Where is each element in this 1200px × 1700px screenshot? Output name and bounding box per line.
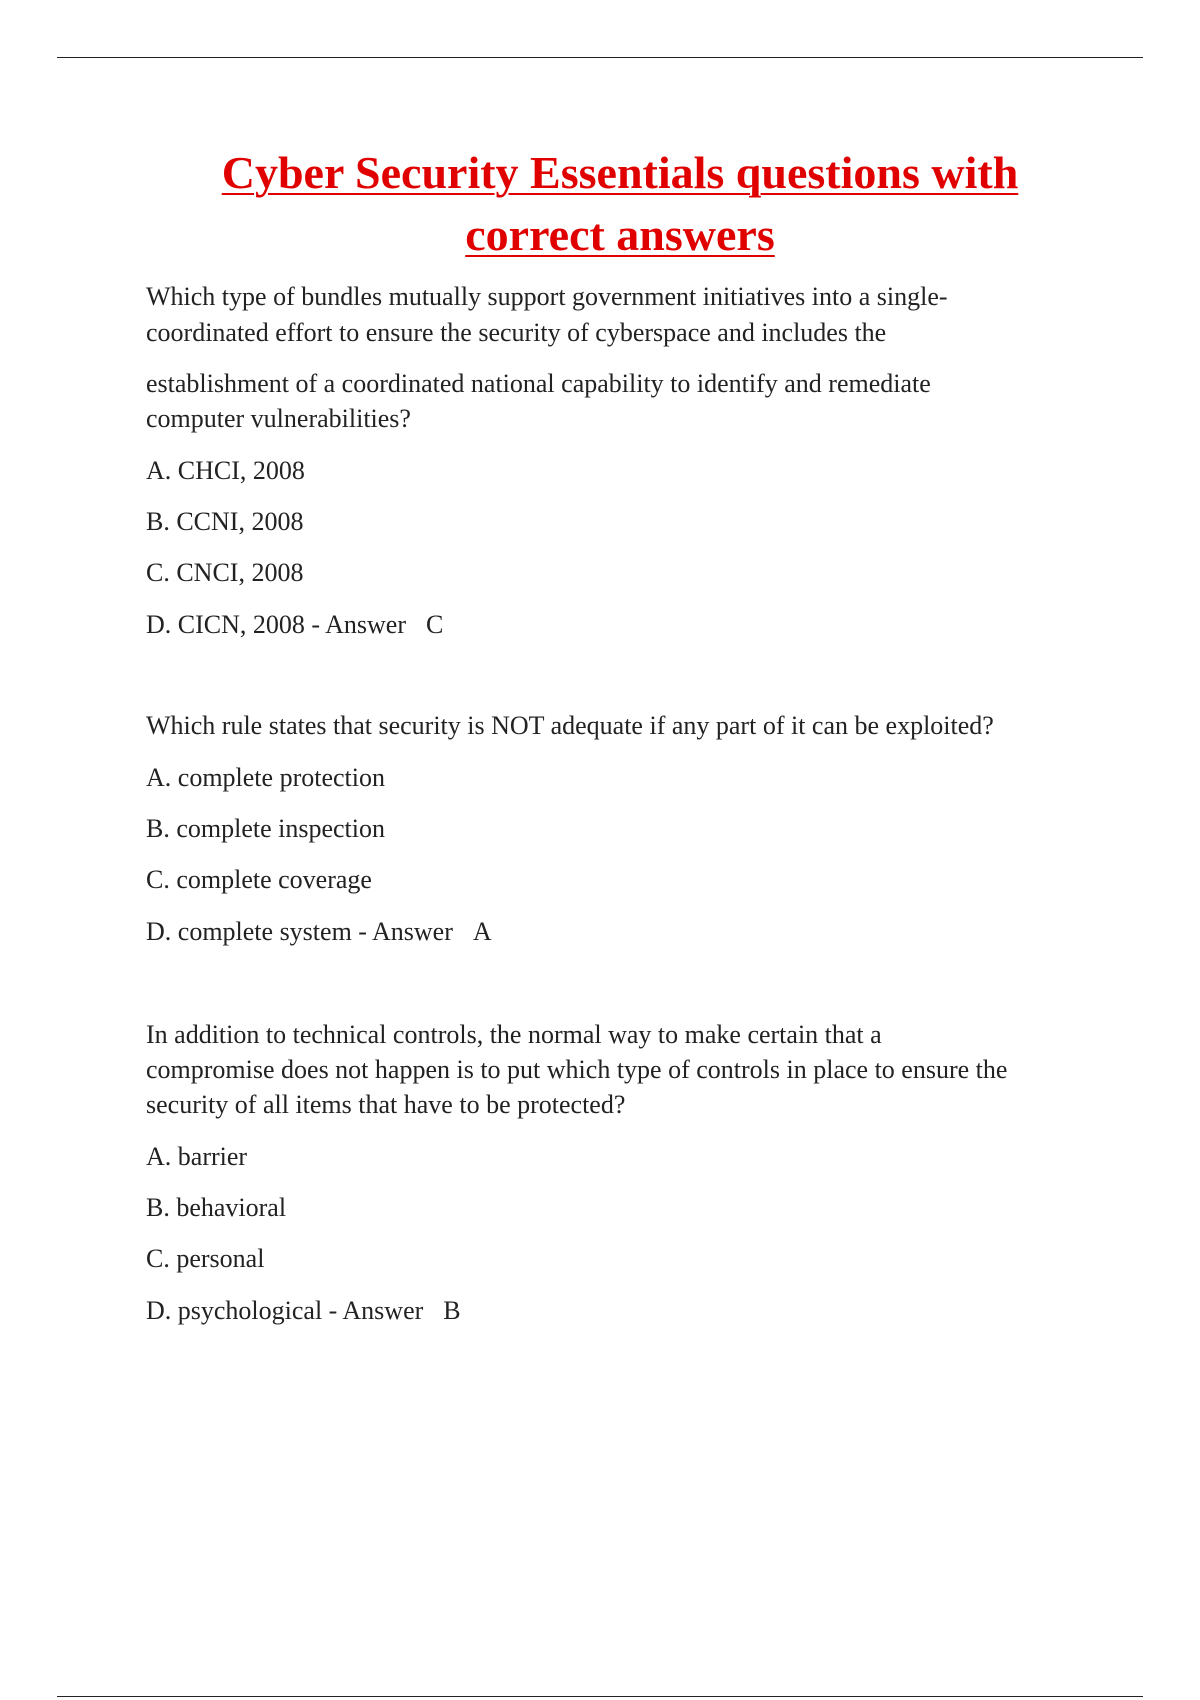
option-d-text: D. psychological - Answer: [146, 1296, 424, 1325]
top-rule: [57, 57, 1143, 58]
question-stem-line: coordinated effort to ensure the security of cyberspace and includes the: [146, 318, 887, 347]
answer-option-a: A. barrier: [146, 1142, 248, 1171]
answer-option-b: B. behavioral: [146, 1193, 287, 1222]
title-line-1: Cyber Security Essentials questions with: [221, 147, 1019, 198]
answer-option-d: [146, 917, 492, 947]
question-stem-line: Which type of bundles mutually support government initiatives into a single-: [146, 282, 948, 311]
answer-option-a: A. complete protection: [146, 763, 385, 792]
title-line-2: correct answers: [465, 209, 775, 260]
answer-option-c: C. CNCI, 2008: [146, 558, 304, 587]
question-stem-line: Which rule states that security is NOT adequate if any part of it can be exploited?: [146, 711, 994, 740]
option-d-text: D. CICN, 2008 - Answer: [146, 610, 406, 639]
answer-option-d: [146, 1296, 461, 1326]
answer-option-c: C. personal: [146, 1244, 265, 1273]
correct-answer: C: [426, 610, 444, 639]
question-stem-line: computer vulnerabilities?: [146, 404, 411, 433]
question-stem-line: compromise does not happen is to put which type of controls in place to ensure the: [146, 1055, 1008, 1084]
answer-option-c: C. complete coverage: [146, 865, 372, 894]
answer-option-b: B. CCNI, 2008: [146, 507, 304, 536]
option-d-text: D. complete system - Answer: [146, 917, 453, 946]
question-stem-line: In addition to technical controls, the normal way to make certain that a: [146, 1020, 882, 1049]
answer-option-d: [146, 610, 443, 640]
document-title: [120, 142, 1120, 266]
answer-option-a: A. CHCI, 2008: [146, 456, 305, 485]
correct-answer: B: [443, 1296, 461, 1325]
answer-option-b: B. complete inspection: [146, 814, 386, 843]
correct-answer: A: [472, 917, 492, 946]
bottom-rule: [57, 1696, 1143, 1697]
question-stem-line: security of all items that have to be protected?: [146, 1090, 626, 1119]
question-stem-line: establishment of a coordinated national capability to identify and remediate: [146, 369, 931, 398]
